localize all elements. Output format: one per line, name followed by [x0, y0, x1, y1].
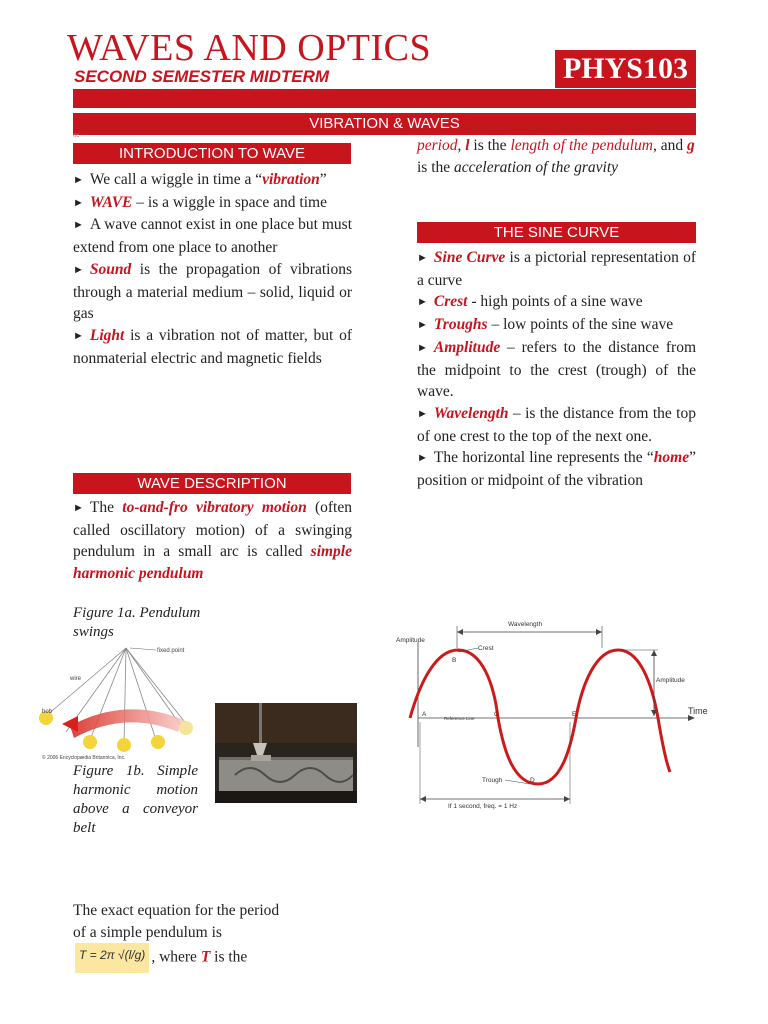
figure-1b-caption: Figure 1b. Simple harmonic motion above a conveyor belt [73, 763, 198, 836]
triangle-bullet-icon: ► [73, 196, 84, 209]
page-title: WAVES AND OPTICS [67, 27, 432, 69]
bob-label: bob [42, 709, 53, 715]
point-b-label: B [452, 657, 457, 664]
sine-bullet-5: ► Wavelength – is the distance from the top of one crest to the top of the next one. [417, 404, 696, 445]
period-equation-text: The exact equation for the period of a simple pendulum is T = 2π √(l/g) , where T is the [73, 900, 288, 973]
crest-label: Crest [478, 645, 494, 652]
sine-curve-heading: THE SINE CURVE [417, 222, 696, 243]
intro-bullet-1: ► We call a wiggle in time a “vibration” [73, 171, 327, 188]
section-banner: VIBRATION & WAVES [73, 113, 696, 135]
figure-copyright: © 2006 Encyclopædia Britannica, Inc. [42, 755, 126, 761]
equation-continuation: period, l is the length of the pendulum, and g is the acceleration of the gravity [417, 137, 695, 176]
time-axis-label: Time [688, 706, 708, 716]
wire-label: wire [70, 676, 82, 682]
sine-bullet-1: ► Sine Curve is a pictorial representation of a curve [417, 249, 696, 289]
trough-label: Trough [482, 777, 503, 784]
conveyor-belt-photo [215, 703, 357, 803]
triangle-bullet-icon: ► [73, 329, 84, 342]
triangle-bullet-icon: ► [417, 407, 428, 420]
wavelength-label: Wavelength [508, 621, 543, 628]
tiny-mark: oc [73, 133, 80, 139]
triangle-bullet-icon: ► [73, 174, 84, 186]
sine-bullet-3: ► Troughs – low points of the sine wave [417, 316, 674, 334]
wave-description-text: ► The to-and-fro vibratory motion (often called oscillatory motion) of a swinging pendulum in a small arc is called simple harmonic pendulum [73, 499, 352, 583]
intro-heading: INTRODUCTION TO WAVE [73, 143, 351, 164]
intro-bullet-2: ► WAVE – is a wiggle in space and time [73, 193, 327, 211]
point-c-label: C [494, 711, 499, 718]
triangle-bullet-icon: ► [417, 296, 428, 309]
triangle-bullet-icon: ► [417, 319, 428, 332]
triangle-bullet-icon: ► [417, 341, 428, 354]
intro-bullets [73, 169, 352, 369]
sine-bullet-4: ► Amplitude – refers to the distance from the midpoint to the crest (trough) of the wave. [417, 338, 696, 401]
course-code-badge: PHYS103 [555, 50, 696, 88]
point-a-label: A [422, 711, 427, 718]
triangle-bullet-icon: ► [73, 219, 84, 232]
sine-bullet-2: ► Crest - high points of a sine wave [417, 293, 643, 311]
sine-wave-diagram [390, 612, 715, 812]
triangle-bullet-icon: ► [417, 452, 428, 465]
triangle-bullet-icon: ► [73, 502, 84, 514]
point-e-label: E [572, 711, 577, 718]
reference-line-label: Reference Line [444, 716, 475, 721]
sine-bullets [417, 247, 696, 492]
triangle-bullet-icon: ► [417, 252, 428, 264]
sine-bullet-6: ► The horizontal line represents the “home” position or midpoint of the vibration [417, 449, 696, 490]
page-subtitle: SECOND SEMESTER MIDTERM [74, 67, 330, 86]
amplitude-label: Amplitude [656, 677, 685, 684]
amplitude-axis-label: Amplitude [396, 637, 425, 644]
intro-bullet-3: ► A wave cannot exist in one place but must extend from one place to another [73, 216, 352, 257]
wave-description-heading: WAVE DESCRIPTION [73, 473, 351, 494]
triangle-bullet-icon: ► [73, 263, 84, 276]
fixed-point-label: fixed point [157, 648, 185, 654]
header-red-bar [73, 89, 696, 108]
frequency-label: If 1 second, freq. = 1 Hz [448, 803, 518, 810]
period-formula: T = 2π √(l/g) [75, 943, 149, 973]
intro-bullet-4: ► Sound is the propagation of vibrations through a material medium – solid, liquid or gas [73, 260, 352, 323]
intro-bullet-5: ► Light is a vibration not of matter, but of nonmaterial electric and magnetic fields [73, 326, 352, 367]
figure-1a-caption: Figure 1a. Pendulum swings [73, 605, 201, 640]
pendulum-illustration [38, 636, 218, 766]
point-d-label: D [530, 777, 535, 784]
